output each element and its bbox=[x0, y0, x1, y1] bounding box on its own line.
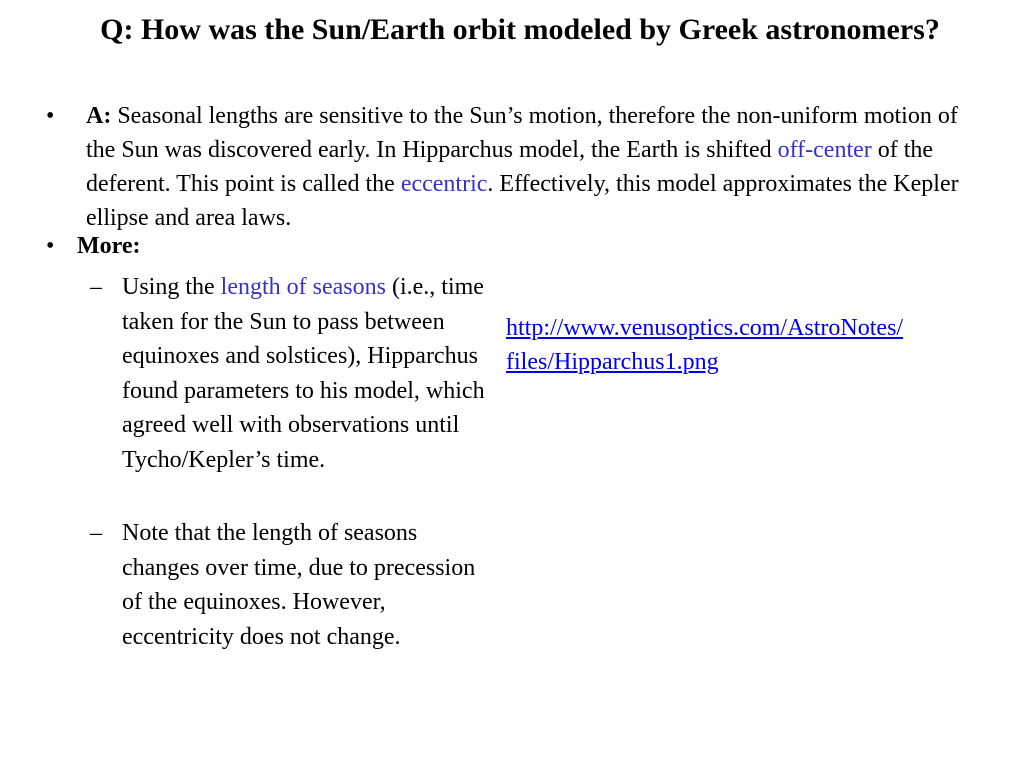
seasons-text-part-2: (i.e., time taken for the Sun to pass between equinoxes and solstices), Hipparchus found parameters to his model, which agreed well with observations until Tycho/Kepler’s time. bbox=[122, 274, 485, 473]
more-label: More: bbox=[77, 233, 141, 259]
seasons-text bbox=[122, 270, 485, 477]
length-of-seasons-term: length of seasons bbox=[220, 274, 386, 300]
precession-sub-bullet bbox=[90, 516, 485, 654]
link-line-1: http://www.venusoptics.com/AstroNotes/ bbox=[506, 315, 904, 341]
precession-text: Note that the length of seasons changes over time, due to precession of the equinoxes. However, eccentricity does not change. bbox=[122, 520, 476, 650]
hipparchus-image-link[interactable] bbox=[506, 311, 986, 379]
answer-bullet bbox=[46, 99, 966, 235]
answer-text-part-2: of the deferent. This point is called the bbox=[86, 137, 934, 197]
bullet-icon: • bbox=[46, 103, 55, 129]
seasons-text-part-1: Using the bbox=[122, 274, 221, 300]
more-bullet bbox=[46, 229, 141, 263]
eccentric-term: eccentric bbox=[400, 171, 488, 197]
seasons-sub-bullet bbox=[90, 270, 485, 477]
slide-title: Q: How was the Sun/Earth orbit modeled by Greek astronomers? bbox=[100, 13, 940, 46]
off-center-term: off-center bbox=[777, 137, 872, 163]
link-line-2: files/Hipparchus1.png bbox=[506, 349, 719, 375]
dash-bullet-icon: – bbox=[90, 520, 102, 546]
answer-label: A: bbox=[86, 103, 112, 129]
bullet-icon: • bbox=[46, 233, 55, 259]
dash-bullet-icon: – bbox=[90, 274, 102, 300]
answer-text bbox=[86, 99, 966, 235]
answer-text-part-1: Seasonal lengths are sensitive to the Sun’s motion, therefore the non-uniform motion of the Sun was discovered early. In Hipparchus model, the Earth is shifted bbox=[86, 103, 958, 163]
answer-text-part-3: . Effectively, this model approximates the Kepler ellipse and area laws. bbox=[86, 171, 959, 231]
